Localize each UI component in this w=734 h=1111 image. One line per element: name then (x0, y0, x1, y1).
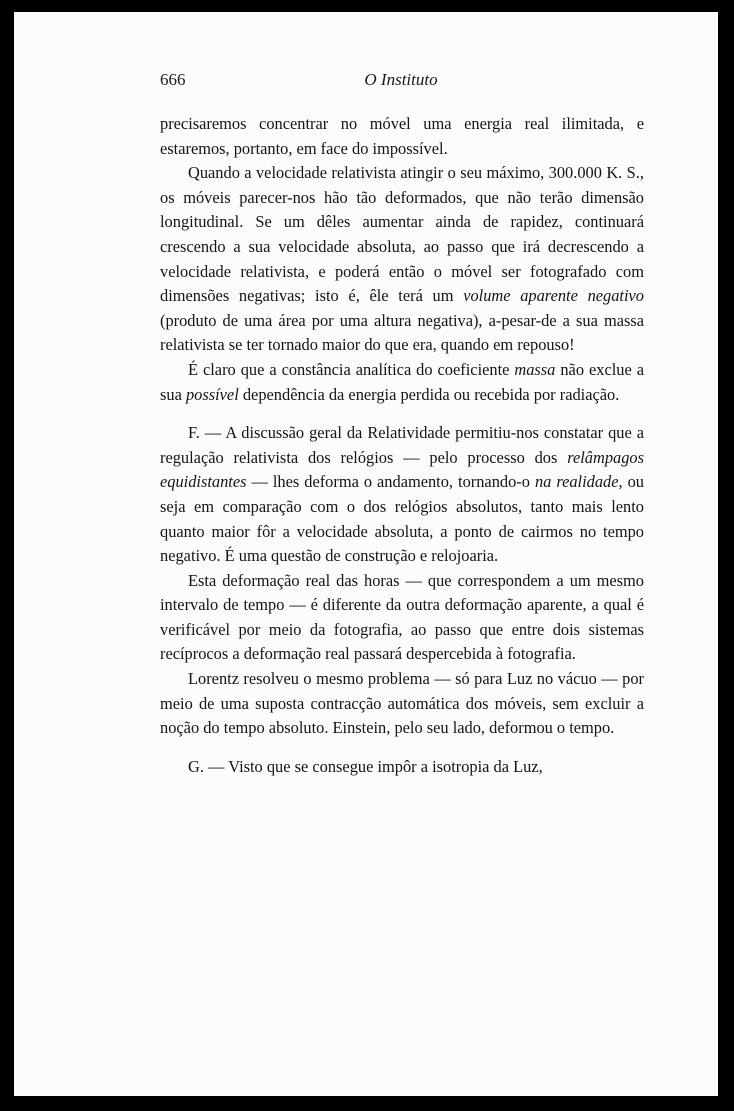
paragraph (160, 755, 644, 780)
page-header (160, 70, 642, 98)
text-run: (produto de uma área por uma altura negativa), a-pesar-de a sua massa relativista se ter tornado maior do que era, quando em repouso! (160, 310, 644, 355)
paragraph (160, 358, 644, 407)
body-text (160, 112, 644, 779)
emphasis-text: na realidade, (534, 472, 623, 492)
emphasis-text: relâmpagos equidistantes (160, 447, 644, 492)
paragraph (160, 569, 644, 667)
paragraph (160, 112, 644, 161)
emphasis-text: massa (514, 359, 556, 379)
text-run: Quando a velocidade relativista atingir o seu máximo, 300.000 K. S., os móveis parecer-nos hão tão deformados, que não terão dimensão longitudinal. Se um dêles aumentar ainda de rapidez, continuará crescendo a sua velocidade absoluta, ao passo que irá decrescendo a velocidade relativista, e poderá então o móvel ser fotografado com dimensões negativas; isto é, êle terá um (160, 163, 644, 306)
text-run: — lhes deforma o andamento, tornando-o (246, 472, 535, 492)
text-run: Lorentz resolveu o mesmo problema — só para Luz no vácuo — por meio de uma suposta contracção automática dos móveis, sem excluir a noção do tempo absoluto. Einstein, pelo seu lado, deformou o tempo. (160, 669, 644, 738)
paragraph (160, 667, 644, 741)
page-number: 666 (160, 70, 186, 89)
text-run: G. — Visto que se consegue impôr a isotropia da Luz, (188, 756, 543, 776)
emphasis-text: volume aparente negativo (463, 286, 645, 306)
paragraph (160, 421, 644, 569)
document-page (14, 12, 718, 1096)
running-title: O Instituto (364, 70, 438, 89)
text-run: Esta deformação real das horas — que correspondem a um mesmo intervalo de tempo — é diferente da outra deformação aparente, a qual é verificável por meio da fotografia, ao passo que entre dois sistemas recíprocos a deformação real passará despercebida à fotografia. (160, 570, 644, 664)
text-run: precisaremos concentrar no móvel uma energia real ilimitada, e estaremos, portanto, em face do impossível. (160, 114, 644, 158)
text-run: É claro que a constância analítica do coeficiente (188, 359, 515, 379)
emphasis-text: possível (185, 384, 239, 404)
text-run: ou seja em comparação com o dos relógios absolutos, tanto mais lento quanto maior fôr a velocidade absoluta, a ponto de cairmos no tempo negativo. É uma questão de construção e relojoaria. (160, 472, 645, 566)
paragraph (160, 161, 644, 358)
text-run: não exclue a sua (160, 359, 644, 404)
text-run: dependência da energia perdida ou recebida por radiação. (238, 384, 620, 404)
text-run: F. — A discussão geral da Relatividade permitiu-nos constatar que a regulação relativista dos relógios — pelo processo dos (160, 423, 644, 467)
